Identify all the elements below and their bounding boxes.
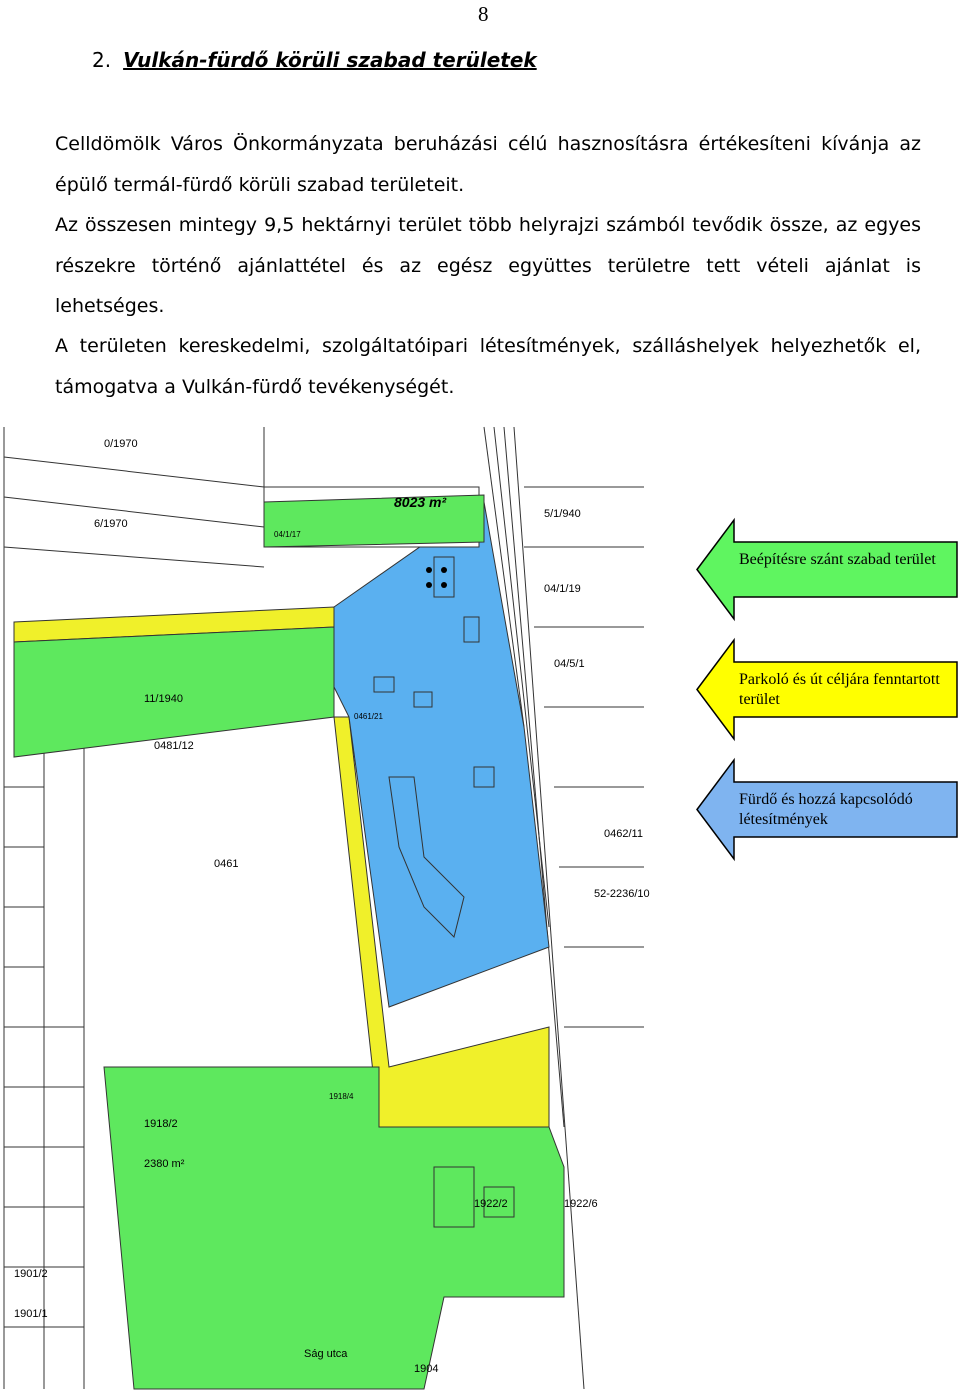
legend-item-bath — [696, 759, 958, 860]
map-label: 04/5/1 — [554, 658, 585, 670]
map-label: 0462/11 — [604, 828, 643, 840]
map-area-label: 8023 m² — [394, 494, 447, 510]
map-label: 0481/12 — [154, 740, 194, 752]
page-number: 8 — [478, 2, 489, 26]
map-label: 1922/2 — [474, 1198, 508, 1210]
map-label: 1918/2 — [144, 1118, 178, 1130]
map-label: 6/1970 — [94, 518, 128, 530]
legend-item-parking — [696, 639, 958, 740]
map-label: 04/1/19 — [544, 583, 581, 595]
map-label: 1904 — [414, 1363, 439, 1375]
cadastral-map — [4, 427, 650, 1389]
map-label: 04/1/17 — [274, 530, 301, 539]
legend-text: Parkoló és út céljára fenntartott terület — [739, 671, 940, 708]
paragraph-1: Celldömölk Város Önkormányzata beruházási célú hasznosításra értékesíteni kívánja az épülő termál-fürdő körüli szabad területeit. — [55, 133, 921, 196]
map-label: 1901/2 — [14, 1268, 48, 1280]
map-label: 0/1970 — [104, 438, 138, 450]
paragraph-2: Az összesen mintegy 9,5 hektárnyi terület több helyrajzi számból tevődik össze, az egyes részekre történő ajánlattétel és az egész együttes területre tett vételi ajánlat is lehetséges. — [55, 214, 921, 317]
legend-text: Fürdő és hozzá kapcsolódó létesítmények — [739, 791, 913, 828]
map-label: 0461 — [214, 858, 239, 870]
paragraph-3: A területen kereskedelmi, szolgáltatóipari létesítmények, szálláshelyek helyezhetők el, támogatva a Vulkán-fürdő tevékenységét. — [55, 335, 921, 398]
legend-text: Beépítésre szánt szabad terület — [739, 551, 936, 568]
section-heading — [92, 48, 537, 72]
map-label: 1901/1 — [14, 1308, 48, 1320]
map-label: 2380 m² — [144, 1158, 185, 1170]
section-number: 2. — [92, 48, 112, 72]
map-label: 1918/4 — [329, 1092, 354, 1101]
map-label: 5/1/940 — [544, 508, 581, 520]
map-label: 0461/21 — [354, 712, 383, 721]
map-label: 1922/6 — [564, 1198, 598, 1210]
legend-item-free-area — [696, 519, 958, 620]
map-label: Ság utca — [304, 1348, 348, 1360]
map-label: 52-2236/10 — [594, 888, 650, 900]
section-title: Vulkán-fürdő körüli szabad területek — [123, 48, 537, 72]
map-label: 11/1940 — [144, 693, 183, 705]
